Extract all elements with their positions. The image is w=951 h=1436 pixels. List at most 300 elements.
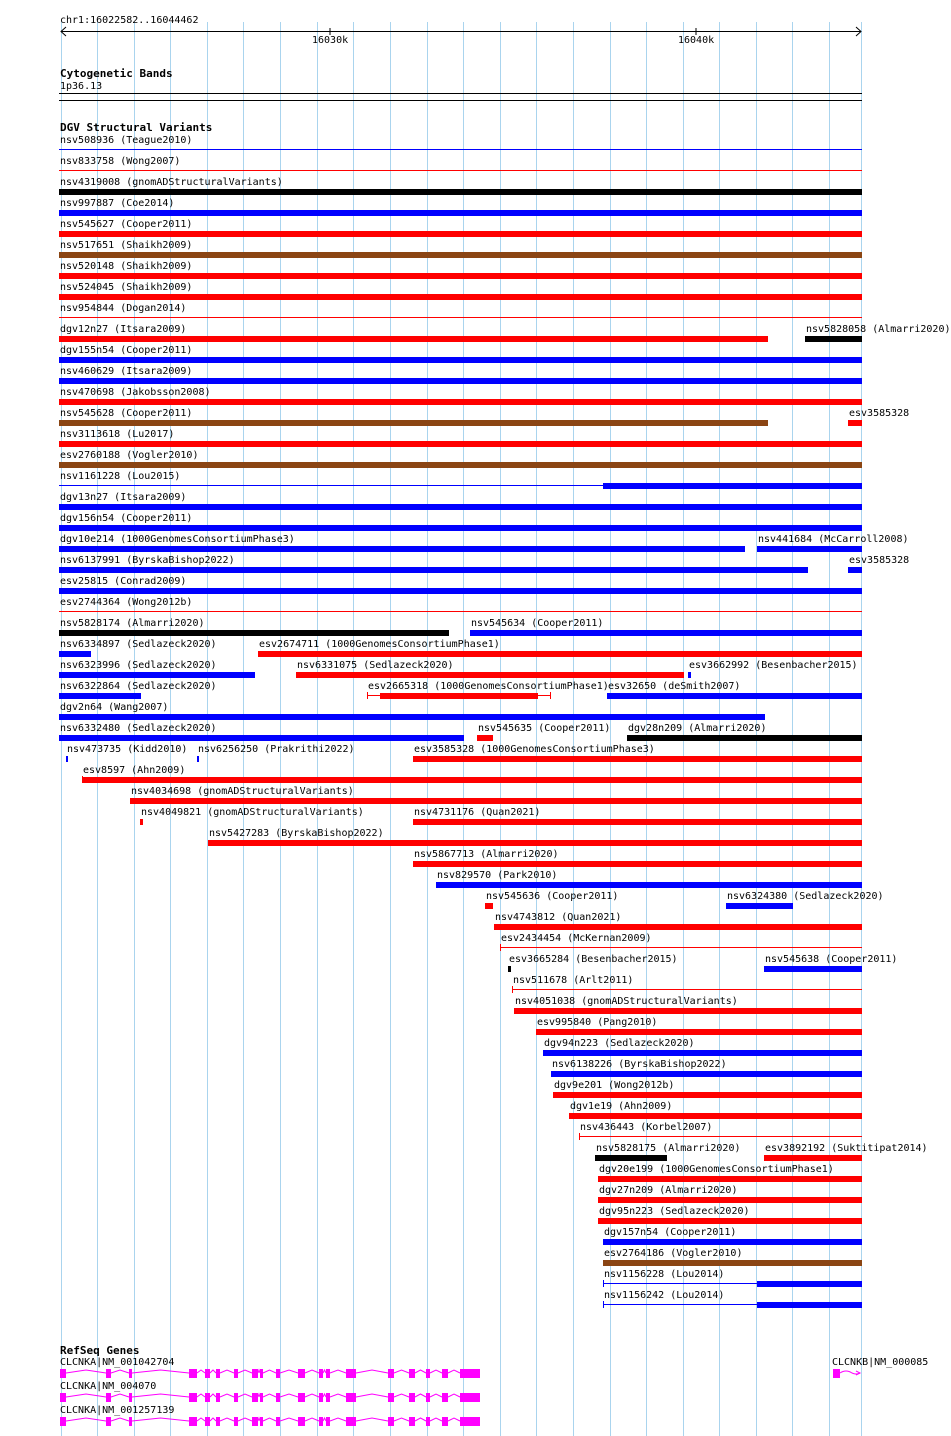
gene-exon xyxy=(442,1393,448,1402)
gene-intron xyxy=(305,1418,319,1421)
gene-intron xyxy=(220,1394,234,1397)
sv-feature[interactable] xyxy=(0,534,909,555)
sv-feature[interactable] xyxy=(0,912,890,933)
sv-bar[interactable] xyxy=(543,1050,862,1056)
sv-label: nsv511678 (Arlt2011) xyxy=(513,975,634,986)
gene-exon xyxy=(189,1369,197,1378)
sv-feature[interactable] xyxy=(0,408,910,429)
gene-exon xyxy=(260,1369,263,1378)
gene-exon xyxy=(60,1417,66,1426)
gene-exon xyxy=(388,1393,394,1402)
gene-intron xyxy=(263,1418,276,1421)
sv-feature[interactable] xyxy=(0,681,890,702)
sv-label: nsv4034698 (gnomADStructuralVariants) xyxy=(131,786,354,797)
gene-intron xyxy=(305,1370,319,1373)
gene-exon xyxy=(442,1417,448,1426)
gene-intron xyxy=(220,1418,234,1421)
sv-label: nsv4051038 (gnomADStructuralVariants) xyxy=(515,996,738,1007)
gene-exon xyxy=(252,1369,258,1378)
sv-label: dgv95n223 (Sedlazeck2020) xyxy=(599,1206,750,1217)
gene-exon xyxy=(60,1393,66,1402)
gene-exon xyxy=(216,1393,220,1402)
sv-feature[interactable] xyxy=(0,996,890,1017)
sv-label: nsv524045 (Shaikh2009) xyxy=(60,282,193,293)
sv-feature[interactable] xyxy=(0,1185,890,1206)
gene-exon xyxy=(252,1393,258,1402)
sv-label: nsv5828058 (Almarri2020) xyxy=(806,324,951,335)
sv-label: esv2764186 (Vogler2010) xyxy=(604,1248,743,1259)
sv-bar[interactable] xyxy=(59,611,862,612)
gene-exon xyxy=(298,1369,305,1378)
sv-bar[interactable] xyxy=(82,777,862,783)
sv-bar[interactable] xyxy=(603,1239,862,1245)
sv-feature[interactable] xyxy=(0,198,890,219)
gene-model[interactable] xyxy=(0,1366,890,1380)
gene-intron xyxy=(330,1394,346,1397)
sv-bar[interactable] xyxy=(598,1176,862,1182)
sv-label: nsv545635 (Cooper2011) xyxy=(478,723,611,734)
sv-label: nsv545636 (Cooper2011) xyxy=(486,891,619,902)
sv-label: esv2665318 (1000GenomesConsortiumPhase1) xyxy=(368,681,609,692)
sv-bar[interactable] xyxy=(59,714,765,720)
sv-bar[interactable] xyxy=(848,567,862,573)
gene-intron xyxy=(448,1370,460,1373)
sv-feature[interactable] xyxy=(0,1080,890,1101)
sv-label: nsv473735 (Kidd2010) xyxy=(67,744,188,755)
region-label: chr1:16022582..16044462 xyxy=(60,15,199,26)
sv-bar[interactable] xyxy=(536,1029,862,1035)
gene-intron xyxy=(415,1394,426,1397)
sv-label: nsv436443 (Korbel2007) xyxy=(580,1122,713,1133)
sv-bar[interactable] xyxy=(59,525,862,531)
gene-label: CLCNKA|NM_001042704 xyxy=(60,1357,175,1368)
sv-label: nsv508936 (Teague2010) xyxy=(60,135,193,146)
sv-feature[interactable] xyxy=(0,1227,890,1248)
sv-feature[interactable] xyxy=(0,639,890,660)
gene-intron xyxy=(263,1394,276,1397)
sv-bar[interactable] xyxy=(59,252,862,258)
sv-bar[interactable] xyxy=(757,546,862,552)
sv-bar[interactable] xyxy=(59,294,862,300)
sv-bar[interactable] xyxy=(553,1092,862,1098)
sv-feature[interactable] xyxy=(0,240,890,261)
gene-exon xyxy=(234,1393,238,1402)
sv-feature[interactable] xyxy=(0,429,890,450)
sv-label: nsv833758 (Wong2007) xyxy=(60,156,181,167)
gene-exon xyxy=(346,1369,356,1378)
sv-label: nsv6334897 (Sedlazeck2020) xyxy=(60,639,217,650)
gene-intron xyxy=(238,1370,252,1373)
sv-label: dgv156n54 (Cooper2011) xyxy=(60,513,193,524)
gene-intron xyxy=(132,1418,189,1421)
cytoband-line-top xyxy=(59,93,862,94)
sv-label: nsv520148 (Shaikh2009) xyxy=(60,261,193,272)
sv-label: nsv6332480 (Sedlazeck2020) xyxy=(60,723,217,734)
gene-exon xyxy=(426,1393,430,1402)
gene-intron xyxy=(305,1394,319,1397)
gene-exon xyxy=(106,1369,111,1378)
sv-label: nsv470698 (Jakobsson2008) xyxy=(60,387,211,398)
sv-feature[interactable] xyxy=(0,156,890,177)
gene-intron xyxy=(111,1370,129,1373)
gene-exon xyxy=(189,1393,197,1402)
gene-intron xyxy=(210,1370,216,1373)
gene-model[interactable] xyxy=(0,1390,890,1404)
sv-bar[interactable] xyxy=(59,441,862,447)
sv-feature[interactable] xyxy=(0,1101,890,1122)
sv-feature[interactable] xyxy=(0,1122,890,1143)
tick-label-16030k: 16030k xyxy=(312,35,349,46)
sv-label: nsv6137991 (ByrskaBishop2022) xyxy=(60,555,235,566)
sv-bar[interactable] xyxy=(59,210,862,216)
sv-bar[interactable] xyxy=(514,1008,862,1014)
tick-label-16040k: 16040k xyxy=(678,35,715,46)
sv-bar[interactable] xyxy=(436,882,862,888)
sv-feature[interactable] xyxy=(0,576,890,597)
gene-intron xyxy=(430,1418,442,1421)
gene-intron xyxy=(197,1418,205,1421)
sv-feature[interactable] xyxy=(0,1059,890,1080)
gene-intron xyxy=(280,1418,298,1421)
gene-intron xyxy=(280,1394,298,1397)
gene-model[interactable] xyxy=(0,1414,890,1428)
sv-label: dgv10e214 (1000GenomesConsortiumPhase3) xyxy=(60,534,295,545)
gene-intron xyxy=(66,1418,106,1421)
gene-exon xyxy=(260,1393,263,1402)
sv-bar[interactable] xyxy=(59,504,862,510)
gene-exon xyxy=(205,1393,210,1402)
sv-label: nsv997887 (Coe2014) xyxy=(60,198,175,209)
gene-intron xyxy=(238,1394,252,1397)
gene-exon xyxy=(388,1369,394,1378)
sv-feature[interactable] xyxy=(0,492,890,513)
sv-label: esv3892192 (Suktitipat2014) xyxy=(765,1143,928,1154)
refseq-gene[interactable] xyxy=(0,1357,929,1381)
sv-label: nsv6331075 (Sedlazeck2020) xyxy=(297,660,454,671)
sv-bar[interactable] xyxy=(59,462,862,468)
gene-intron xyxy=(258,1370,260,1373)
gene-intron xyxy=(356,1418,388,1421)
sv-label: dgv94n223 (Sedlazeck2020) xyxy=(544,1038,695,1049)
sv-bar[interactable] xyxy=(413,819,862,825)
sv-feature[interactable] xyxy=(0,807,890,828)
gene-intron xyxy=(394,1370,409,1373)
sv-bar[interactable] xyxy=(551,1071,862,1077)
gene-exon xyxy=(388,1417,394,1426)
sv-bar[interactable] xyxy=(764,966,862,972)
sv-feature[interactable] xyxy=(0,513,890,534)
sv-feature[interactable] xyxy=(0,1248,890,1269)
sv-bar[interactable] xyxy=(579,1136,862,1137)
sv-feature[interactable] xyxy=(0,324,951,345)
sv-label: nsv441684 (McCarroll2008) xyxy=(758,534,909,545)
sv-feature[interactable] xyxy=(0,450,890,471)
gene-exon xyxy=(129,1417,132,1426)
sv-bar[interactable] xyxy=(688,672,691,678)
gene-exon xyxy=(460,1369,480,1378)
sv-feature[interactable] xyxy=(0,303,890,324)
sv-label: esv3585328 xyxy=(849,408,910,419)
gene-intron xyxy=(394,1394,409,1397)
sv-feature[interactable] xyxy=(0,1164,890,1185)
refseq-gene[interactable] xyxy=(0,1405,890,1429)
gene-exon xyxy=(129,1393,132,1402)
gene-label: CLCNKA|NM_001257139 xyxy=(60,1405,175,1416)
sv-bar[interactable] xyxy=(413,861,862,867)
sv-label: nsv4731176 (Quan2021) xyxy=(414,807,541,818)
sv-bar[interactable] xyxy=(764,1155,862,1161)
sv-bar[interactable] xyxy=(208,840,862,846)
sv-bar-cap xyxy=(603,1301,604,1308)
sv-feature[interactable] xyxy=(0,135,890,156)
sv-label: nsv5828175 (Almarri2020) xyxy=(596,1143,741,1154)
gene-intron xyxy=(111,1394,129,1397)
sv-feature[interactable] xyxy=(0,870,890,891)
refseq-gene[interactable] xyxy=(0,1381,890,1405)
sv-bar[interactable] xyxy=(500,947,862,948)
gene-intron xyxy=(323,1418,326,1421)
sv-label: nsv6324380 (Sedlazeck2020) xyxy=(727,891,884,902)
sv-label: dgv2n64 (Wang2007) xyxy=(60,702,169,713)
sv-bar[interactable] xyxy=(494,924,862,930)
sv-bar-cap xyxy=(603,1280,604,1287)
sv-bar[interactable] xyxy=(805,336,862,342)
sv-feature[interactable] xyxy=(0,618,890,639)
gene-intron xyxy=(66,1370,106,1373)
sv-bar-thick[interactable] xyxy=(757,1302,862,1308)
gene-intron xyxy=(356,1394,388,1397)
sv-bar-thick[interactable] xyxy=(603,483,862,489)
gene-exon xyxy=(319,1393,323,1402)
sv-bar[interactable] xyxy=(848,420,862,426)
sv-bar[interactable] xyxy=(413,756,862,762)
sv-feature[interactable] xyxy=(0,702,890,723)
sv-label: nsv517651 (Shaikh2009) xyxy=(60,240,193,251)
sv-label: nsv4743812 (Quan2021) xyxy=(495,912,622,923)
sv-bar-cap xyxy=(82,776,83,783)
sv-label: nsv5867713 (Almarri2020) xyxy=(414,849,559,860)
gene-model-clcnkb[interactable] xyxy=(830,1366,890,1380)
sv-label: dgv13n27 (Itsara2009) xyxy=(60,492,187,503)
sv-label: nsv545638 (Cooper2011) xyxy=(765,954,898,965)
sv-label: dgv9e201 (Wong2012b) xyxy=(554,1080,675,1091)
gene-exon xyxy=(298,1417,305,1426)
sv-feature[interactable] xyxy=(0,1143,928,1164)
sv-label: nsv3113618 (Lu2017) xyxy=(60,429,175,440)
sv-label: nsv545634 (Cooper2011) xyxy=(471,618,604,629)
sv-label: nsv545627 (Cooper2011) xyxy=(60,219,193,230)
sv-feature[interactable] xyxy=(0,1269,890,1290)
gene-exon xyxy=(106,1393,111,1402)
sv-bar[interactable] xyxy=(598,1197,862,1203)
sv-feature[interactable] xyxy=(0,282,890,303)
sv-feature[interactable] xyxy=(0,219,890,240)
sv-feature[interactable] xyxy=(0,975,890,996)
sv-bar[interactable] xyxy=(59,273,862,279)
gene-exon xyxy=(298,1393,305,1402)
sv-label: nsv6138226 (ByrskaBishop2022) xyxy=(552,1059,727,1070)
gene-intron xyxy=(66,1394,106,1397)
sv-label: esv3665284 (Besenbacher2015) xyxy=(509,954,678,965)
sv-feature[interactable] xyxy=(0,597,890,618)
sv-feature[interactable] xyxy=(0,723,890,744)
sv-label: dgv20e199 (1000GenomesConsortiumPhase1) xyxy=(599,1164,834,1175)
gene-exon xyxy=(426,1369,430,1378)
sv-bar[interactable] xyxy=(598,1218,862,1224)
gene-exon xyxy=(106,1417,111,1426)
sv-feature[interactable] xyxy=(0,345,890,366)
gene-exon xyxy=(326,1393,330,1402)
sv-label: dgv1e19 (Ahn2009) xyxy=(570,1101,673,1112)
sv-label: esv2760188 (Vogler2010) xyxy=(60,450,199,461)
gene-exon xyxy=(460,1417,480,1426)
cytoband-track-title: Cytogenetic Bands xyxy=(60,67,173,80)
sv-label: nsv1156228 (Lou2014) xyxy=(604,1269,725,1280)
dgv-track-title: DGV Structural Variants xyxy=(60,121,213,134)
sv-feature[interactable] xyxy=(0,1017,890,1038)
sv-bar[interactable] xyxy=(59,378,862,384)
sv-feature[interactable] xyxy=(0,1038,890,1059)
sv-feature[interactable] xyxy=(0,786,890,807)
sv-label: nsv6322864 (Sedlazeck2020) xyxy=(60,681,217,692)
sv-bar[interactable] xyxy=(59,149,862,150)
sv-bar[interactable] xyxy=(59,170,862,171)
gene-exon xyxy=(260,1417,263,1426)
sv-bar[interactable] xyxy=(59,231,862,237)
sv-label: nsv6323996 (Sedlazeck2020) xyxy=(60,660,217,671)
sv-bar[interactable] xyxy=(726,903,793,909)
gene-exon xyxy=(460,1393,480,1402)
gene-intron xyxy=(323,1394,326,1397)
sv-bar[interactable] xyxy=(627,735,862,741)
gene-intron xyxy=(448,1394,460,1397)
gene-intron xyxy=(415,1370,426,1373)
gene-exon xyxy=(346,1393,356,1402)
sv-feature[interactable] xyxy=(0,660,890,681)
sv-feature[interactable] xyxy=(0,744,890,765)
cytoband-label: 1p36.13 xyxy=(60,81,103,92)
gene-exon xyxy=(234,1369,238,1378)
sv-bar-cap xyxy=(579,1133,580,1140)
sv-bar[interactable] xyxy=(512,989,862,990)
gene-intron xyxy=(330,1370,346,1373)
gene-exon xyxy=(205,1369,210,1378)
sv-label: nsv5828174 (Almarri2020) xyxy=(60,618,205,629)
gene-intron xyxy=(238,1418,252,1421)
sv-label: nsv4049821 (gnomADStructuralVariants) xyxy=(141,807,364,818)
sv-feature[interactable] xyxy=(0,555,910,576)
gene-exon xyxy=(346,1417,356,1426)
sv-feature[interactable] xyxy=(0,366,890,387)
sv-feature[interactable] xyxy=(0,177,890,198)
sv-bar[interactable] xyxy=(569,1113,862,1119)
gene-intron xyxy=(132,1394,189,1397)
sv-bar-thick[interactable] xyxy=(757,1281,862,1287)
gene-exon xyxy=(252,1417,258,1426)
sv-bar[interactable] xyxy=(59,588,862,594)
sv-label: esv3662992 (Besenbacher2015) xyxy=(689,660,858,671)
sv-bar[interactable] xyxy=(607,693,862,699)
gene-intron xyxy=(258,1418,260,1421)
gene-intron xyxy=(448,1418,460,1421)
gene-exon xyxy=(216,1369,220,1378)
gene-exon xyxy=(205,1417,210,1426)
gene-intron xyxy=(263,1370,276,1373)
sv-label: esv32650 (deSmith2007) xyxy=(608,681,741,692)
gene-exon xyxy=(409,1417,415,1426)
gene-exon xyxy=(60,1369,66,1378)
sv-feature[interactable] xyxy=(0,1206,890,1227)
gene-intron xyxy=(430,1370,442,1373)
sv-feature[interactable] xyxy=(0,849,890,870)
gene-exon xyxy=(276,1393,280,1402)
refseq-track-title: RefSeq Genes xyxy=(60,1344,140,1357)
gene-intron xyxy=(210,1418,216,1421)
sv-label: dgv155n54 (Cooper2011) xyxy=(60,345,193,356)
gene-exon xyxy=(129,1369,132,1378)
gene-intron xyxy=(258,1394,260,1397)
gene-exon xyxy=(409,1393,415,1402)
sv-feature[interactable] xyxy=(0,765,890,786)
gene-intron xyxy=(394,1418,409,1421)
sv-bar[interactable] xyxy=(130,798,862,804)
sv-label: dgv28n209 (Almarri2020) xyxy=(628,723,767,734)
sv-feature[interactable] xyxy=(0,954,898,975)
gene-exon xyxy=(216,1417,220,1426)
sv-feature[interactable] xyxy=(0,891,890,912)
gene-intron xyxy=(356,1370,388,1373)
gene-label-clcnkb: CLCNKB|NM_000085 xyxy=(832,1357,929,1368)
sv-label: esv2744364 (Wong2012b) xyxy=(60,597,193,608)
sv-label: esv25815 (Conrad2009) xyxy=(60,576,187,587)
gene-intron xyxy=(111,1418,129,1421)
sv-label: esv2434454 (McKernan2009) xyxy=(501,933,652,944)
sv-bar-cap xyxy=(500,944,501,951)
sv-label: dgv27n209 (Almarri2020) xyxy=(599,1185,738,1196)
sv-bar[interactable] xyxy=(59,189,862,195)
gene-intron xyxy=(330,1418,346,1421)
sv-feature[interactable] xyxy=(0,387,890,408)
ruler[interactable] xyxy=(0,24,890,44)
gene-exon xyxy=(326,1417,330,1426)
gene-label: CLCNKA|NM_004070 xyxy=(60,1381,157,1392)
sv-bar-cap xyxy=(512,986,513,993)
sv-label: nsv6256250 (Prakrithi2022) xyxy=(198,744,355,755)
sv-feature[interactable] xyxy=(0,933,890,954)
sv-bar[interactable] xyxy=(59,317,862,318)
sv-bar[interactable] xyxy=(470,630,862,636)
gene-exon xyxy=(326,1369,330,1378)
sv-label: dgv157n54 (Cooper2011) xyxy=(604,1227,737,1238)
sv-bar[interactable] xyxy=(603,1260,862,1266)
sv-bar[interactable] xyxy=(59,357,862,363)
gene-exon xyxy=(426,1417,430,1426)
sv-label: nsv954844 (Dogan2014) xyxy=(60,303,187,314)
sv-bar[interactable] xyxy=(258,651,862,657)
sv-bar[interactable] xyxy=(59,399,862,405)
gene-intron xyxy=(197,1394,205,1397)
sv-feature[interactable] xyxy=(0,1290,890,1311)
sv-feature[interactable] xyxy=(0,471,890,492)
sv-feature[interactable] xyxy=(0,828,890,849)
sv-label: nsv460629 (Itsara2009) xyxy=(60,366,193,377)
sv-label: nsv1161228 (Lou2015) xyxy=(60,471,181,482)
gene-exon xyxy=(319,1369,323,1378)
gene-intron xyxy=(132,1370,189,1373)
sv-feature[interactable] xyxy=(0,261,890,282)
gene-exon xyxy=(442,1369,448,1378)
gene-intron xyxy=(323,1370,326,1373)
